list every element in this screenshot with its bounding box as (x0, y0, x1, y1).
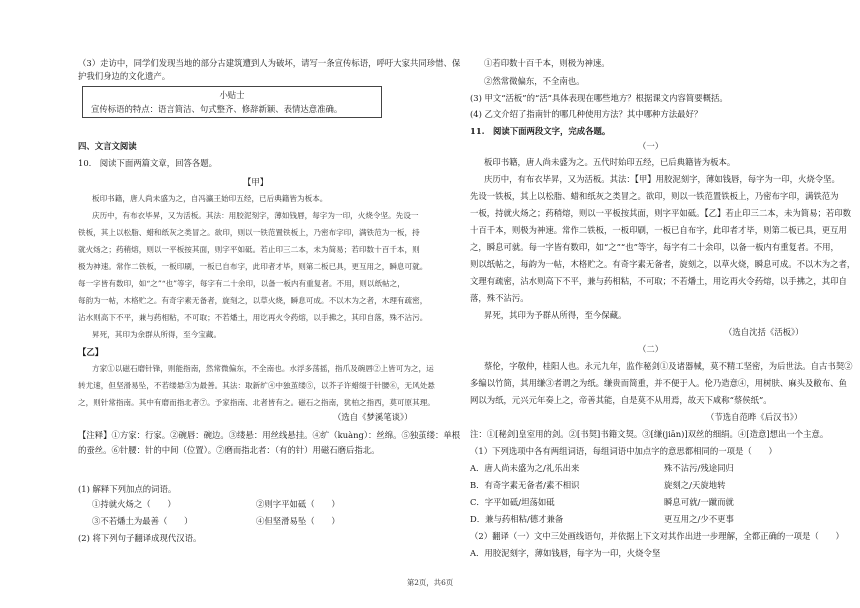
question-11-stem: 11. 阅读下面两段文字，完成各题。 (470, 126, 611, 136)
passage-yi-label: 【乙】 (78, 347, 104, 357)
part-2-label: （二） (638, 344, 664, 354)
section-4-heading: 四、文言文阅读 (78, 141, 137, 151)
subquestion-1: （1）下列选项中各有两组词语，每组词语中加点字的意思都相同的一项是（ ） (470, 446, 777, 456)
passage-jia-label: 【甲】 (243, 177, 269, 187)
question-10-stem: 10. 阅读下面两篇文章，回答各题。 (78, 158, 217, 168)
question-3-line-2: 护我们身边的文化遗产。 (78, 71, 171, 81)
question-3-line-1: （3）走访中，同学们发现当地的部分古建筑遭到人为破坏，请写一条宣传标语，呼吁大家共同珍惜、保 (78, 58, 461, 68)
question-4: (4) 乙文介绍了指南针的哪几种使用方法？其中哪种方法最好？ (470, 109, 703, 119)
option-a-second: 殊不沾污/残途同归 (664, 463, 734, 473)
annotation-line-2: 的蚕丝。⑥针腰：针的中间（位置）。⑦磨而指北者：（有的针）用磁石磨后指北。 (78, 445, 380, 455)
passage-yi-line: 方家①以磁石磨针锋，则能指南，然常微偏东，不全南也。水浮多荡摇，指爪及碗唇②上皆可为之，运 (92, 364, 434, 373)
passage-jia-line: 昇死，其印为余群从所得，至今宝藏。 (92, 330, 222, 339)
passage-2-line: 蔡伦，字敬仲，桂阳人也。永元九年，监作秘剑①及诸器械，莫不精工坚密，为后世法。自古书契② (484, 361, 853, 371)
passage-1-source: （选自沈括《活板》） (724, 327, 804, 337)
subquestion-1-item: ②则字平如砥（ ） (256, 499, 340, 509)
passage-jia-line: 就火炀之；药稍熔，则以一平板按其面，则字平如砥。若止印三二本，未为简易；若印数十百千本，则 (78, 245, 420, 254)
option-c: C．字平如砥/坦荡如砥 (470, 497, 555, 507)
option-a: A．唐人尚未盛为之/礼乐出来 (470, 463, 580, 473)
tip-title: 小贴士 (219, 90, 245, 100)
subquestion-1: (1) 解释下列加点的词语。 (78, 484, 177, 494)
translation-sentence-1: ①若印数十百千本，则极为神速。 (484, 58, 610, 68)
passage-1-line: 昇死，其印为予群从所得，至今保藏。 (484, 310, 627, 320)
option-b-second: 旋刻之/天旋地转 (664, 480, 726, 490)
option-d-second: 更互用之/少不更事 (664, 514, 734, 524)
option-c-second: 瞬息可就/一蹴而就 (664, 497, 734, 507)
passage-jia-line: 极为神速。常作二铁板，一板印刷，一板已自布字，此印者才毕，则第二板已具，更互用之，瞬息可就。 (78, 262, 428, 271)
passage-jia-line: 庆历中，有布衣毕昇，又为活板。其法：用胶泥刻字，薄如钱唇，每字为一印，火烧令坚。先设一 (92, 211, 419, 220)
passage-yi-line: 转尤速，但坚滑易坠，不若缕悬③为最善。其法：取新纩④中独茧缕⑤，以芥子许蜡缀于针腰⑥，无风处悬 (78, 381, 435, 390)
passage-jia-line: 铁板，其上以松脂、蜡和纸灰之类冒之。欲印，则以一铁范置铁板上，乃密布字印，满铁范为一板，持 (78, 228, 420, 237)
subquestion-2: （2）翻译（一）文中三处画线语句，并依据上下文对其作出进一步理解，全都正确的一项是（ ） (470, 531, 844, 541)
option-b: B．有奇字素无备者/素不相识 (470, 480, 580, 490)
annotation-line-1: 【注释】①方家：行家。②碗唇：碗边。③缕悬：用丝线悬挂。④纩（kuàng）：丝绵。⑤独茧缕：单根 (78, 430, 461, 440)
passage-jia-line: 每韵为一帖，木格贮之。有奇字素无备者，旋刻之，以草火烧，瞬息可成。不以木为之者，木理有疏密， (78, 296, 428, 305)
passage-jia-line: 沾水则高下不平，兼与药相粘，不可取；不若燔土，用讫再火令药熔，以手拂之，其印自落，殊不沾污。 (78, 313, 428, 322)
subquestion-2-option-a: A．用胶泥刻字，薄如钱唇，每字为一印，火烧令坚 (470, 548, 661, 558)
passage-2-line: 网以为纸，元兴元年奏上之，帝善其能，自是莫不从用焉，故天下咸称“蔡侯纸”。 (470, 395, 772, 405)
passage-1-line: 十百千本，则极为神速。常作二铁板，一板印刷，一板已自布字，此印者才毕，则第二板已具，更互用 (470, 225, 847, 235)
translation-sentence-2: ②然常微偏东，不全南也。 (484, 76, 585, 86)
passage-jia-line: 板印书籍，唐人尚未盛为之，自冯瀛王始印五经，已后典籍皆为板本。 (92, 194, 328, 203)
subquestion-1-item: ①持就火炀之（ ） (92, 499, 176, 509)
option-d: D．兼与药相粘/德才兼备 (470, 514, 564, 524)
tip-text: 宣传标语的特点：语言简洁、句式整齐、修辞新颖、表情达意准确。 (91, 104, 343, 114)
passage-2-source: （节选自范晔《后汉书》） (706, 412, 803, 422)
subquestion-1-item: ④但坚滑易坠（ ） (256, 516, 340, 526)
passage-1-line: 庆历中，有布衣毕昇，又为活板。其法：【甲】用胶泥刻字，薄如钱唇，每字为一印，火烧令坚。 (484, 174, 840, 184)
passage-1-line: 则以纸帖之，每韵为一帖，木格贮之。有奇字素无备者，旋刻之，以草火烧，瞬息可成。不以木为之者， (470, 259, 856, 269)
page-footer: 第2页，共6页 (406, 578, 454, 587)
passage-2-notes: 注：①[秘剑]皇室用的剑。②[书契]书籍文契。③[缣(jiān)]双丝的细绢。④[造意]想出一个主意。 (470, 429, 829, 439)
passage-jia-line: 每一字皆有数印，如“之”“也”等字，每字有二十余印，以备一板内有重复者。不用，则以纸帖之， (78, 279, 405, 288)
subquestion-1-item: ③不若燔土为最善（ ） (92, 516, 193, 526)
passage-yi-line: 之，则针常指南。其中有磨而指北者⑦。予家指南、北者皆有之。磁石之指南，犹柏之指西，莫可原其理。 (78, 398, 435, 407)
passage-1-line: 先设一铁板，其上以松脂、蜡和纸灰之类冒之。欲印，则以一铁范置铁板上，乃密布字印，满铁范为 (470, 191, 839, 201)
part-1-label: （一） (638, 141, 664, 151)
passage-1-line: 之，瞬息可就。每一字皆有数印，如“之”“也”等字，每字有二十余印，以备一板内有重复者。不用， (470, 242, 839, 252)
subquestion-2: (2) 将下列句子翻译成现代汉语。 (78, 533, 202, 543)
passage-2-line: 多编以竹简，其用缣③者谓之为纸。缣贵而简重，并不便于人。伦乃造意④，用树肤、麻头及敝布、鱼 (470, 378, 847, 388)
passage-1-line: 落，殊不沾污。 (470, 293, 529, 303)
passage-1-line: 文理有疏密，沾水则高下不平，兼与药相粘，不可取；不若燔土，用讫再火令药熔，以手拂之，其印自 (470, 276, 847, 286)
question-3: (3) 甲文“活板”的“活”具体表现在哪些地方？根据课文内容简要概括。 (470, 93, 728, 103)
tip-box (82, 86, 382, 118)
passage-1-line: 板印书籍，唐人尚未盛为之。五代时始印五经，已后典籍皆为板本。 (484, 157, 736, 167)
passage-yi-source: （选自《梦溪笔谈》） (333, 412, 413, 422)
passage-1-line: 一板，持就火炀之；药稍熔，则以一平板按其面，则字平如砥。【乙】若止印三二本，未为简易；若印数 (470, 208, 852, 218)
